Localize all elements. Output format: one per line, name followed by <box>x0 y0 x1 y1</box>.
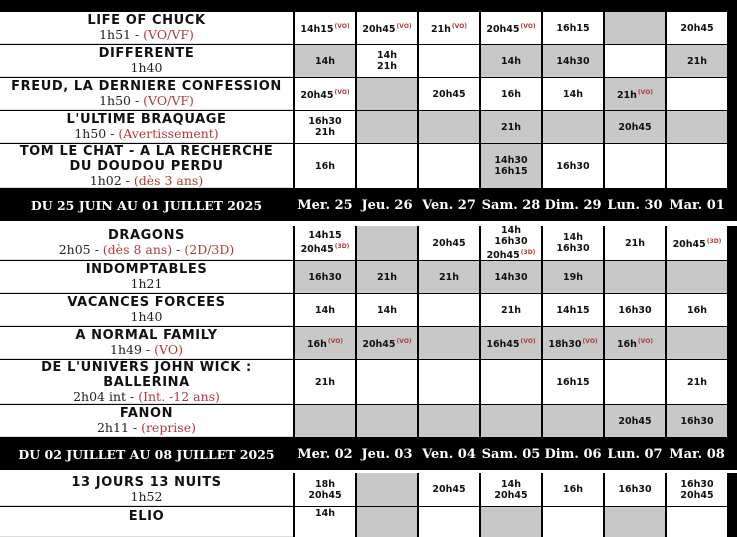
film-info <box>0 327 293 359</box>
film-meta: 1h02 - (dès 3 ans) <box>89 172 204 188</box>
day-header: Dim. 06 <box>544 446 602 462</box>
showtime-slot: 20h45 <box>667 12 727 44</box>
showtime-slot: 16h30 20h45 <box>667 473 727 506</box>
day-header: Ven. 04 <box>422 446 476 462</box>
showtime-slot-empty <box>605 360 665 404</box>
showtime-slot: 16h15 <box>543 360 603 404</box>
showtime-slot: 16h30 <box>295 261 355 293</box>
showtime-slot-empty <box>357 226 417 260</box>
showtime-slot: $20h45^{(VO)}$ <box>357 12 417 44</box>
showtime-slot-empty <box>667 261 727 293</box>
film-title: L'ULTIME BRAQUAGE <box>66 112 227 127</box>
showtimes <box>295 144 729 188</box>
showtime-slot: 16h15 <box>543 12 603 44</box>
day-headers <box>295 189 729 221</box>
showtime-slot: 16h30 <box>605 473 665 506</box>
showtime-slot: 14h30 <box>481 261 541 293</box>
showtime-slot-empty <box>419 327 479 359</box>
showtime-slot: $16h^{(VO)}$ <box>605 327 665 359</box>
showtime-slot-empty <box>605 261 665 293</box>
showtime-slot: 21h <box>605 226 665 260</box>
film-row-partial <box>0 507 737 537</box>
film-info <box>0 12 293 44</box>
showtime-slot-empty <box>543 405 603 437</box>
film-title-line2: DU DOUDOU PERDU <box>69 158 224 174</box>
showtime-slot-empty <box>667 144 727 188</box>
showtime-slot: 21h <box>295 360 355 404</box>
showtime-slot: 16h <box>667 294 727 326</box>
film-title: VACANCES FORCEES <box>67 295 226 310</box>
film-title: DIFFERENTE <box>98 46 195 61</box>
film-info <box>0 261 293 293</box>
showtimes <box>295 473 729 506</box>
showtime-slot: 21h <box>667 360 727 404</box>
film-title: DE L'UNIVERS JOHN WICK : <box>41 359 252 375</box>
film-row-differente <box>0 45 737 77</box>
showtimes <box>295 360 729 404</box>
showtime-slot: $14h15^{(VO)}$ <box>295 12 355 44</box>
showtime-slot: 16h <box>295 144 355 188</box>
film-title: LIFE OF CHUCK <box>87 13 206 28</box>
showtime-slot: $20h45^{(VO)}$ <box>295 78 355 110</box>
film-title: DRAGONS <box>107 228 186 243</box>
film-title: FANON <box>119 406 174 421</box>
film-meta: 1h40 <box>130 60 163 75</box>
showtime-slot: 14h <box>295 294 355 326</box>
film-meta: 1h52 <box>130 488 163 504</box>
showtimes <box>295 327 729 359</box>
showtime-slot: 20h45 <box>419 226 479 260</box>
showtime-slot: 14h15 <box>543 294 603 326</box>
film-title: 13 JOURS 13 NUITS <box>71 474 222 490</box>
showtimes <box>295 12 729 44</box>
day-header: Mar. 01 <box>669 197 725 213</box>
day-header: Lun. 07 <box>607 446 663 462</box>
showtime-slot: $20h45^{(VO)}$ <box>357 327 417 359</box>
film-info <box>0 360 293 404</box>
film-title-line2: BALLERINA <box>103 374 190 390</box>
week-label: DU 02 JUILLET AU 08 JUILLET 2025 <box>18 446 275 462</box>
film-info <box>0 144 293 188</box>
film-title: INDOMPTABLES <box>85 262 208 277</box>
showtime-slot-empty <box>295 405 355 437</box>
film-info <box>0 405 293 437</box>
showtime-slot-empty <box>605 45 665 77</box>
day-header: Sam. 05 <box>481 446 541 462</box>
showtime-slot: 14h 16h30 $20h45^{(3D)}$ <box>481 226 541 260</box>
showtime-slot: 14h <box>543 78 603 110</box>
film-meta: 1h50 - (Avertissement) <box>74 126 219 141</box>
film-row-dragons <box>0 226 737 260</box>
showtime-slot-empty <box>667 111 727 143</box>
showtime-slot: 16h30 <box>605 294 665 326</box>
week-label: DU 25 JUIN AU 01 JUILLET 2025 <box>30 197 263 213</box>
day-header: Ven. 27 <box>422 197 476 213</box>
day-header: Dim. 29 <box>544 197 602 213</box>
day-header: Sam. 28 <box>481 197 541 213</box>
film-row-ballerina <box>0 360 737 404</box>
day-header: Mer. 25 <box>297 197 353 213</box>
day-header: Lun. 30 <box>607 197 663 213</box>
film-meta: 1h50 - (VO/VF) <box>99 93 194 108</box>
film-meta: 2h04 int - (Int. -12 ans) <box>73 388 220 404</box>
showtime-slot-empty <box>419 507 479 537</box>
film-row-a-normal-family <box>0 327 737 359</box>
showtime-slot-empty <box>357 78 417 110</box>
showtime-slot-empty <box>357 473 417 506</box>
film-info <box>0 111 293 143</box>
showtime-slot: 21h <box>419 261 479 293</box>
showtime-slot-empty <box>419 111 479 143</box>
showtime-slot-empty <box>357 111 417 143</box>
day-header: Mar. 08 <box>669 446 725 462</box>
showtime-slot: 16h30 <box>667 405 727 437</box>
film-row-ultime-braquage <box>0 111 737 143</box>
showtime-slot-empty <box>605 12 665 44</box>
film-title: ELIO <box>128 509 165 524</box>
showtime-slot-empty <box>419 360 479 404</box>
showtime-slot-empty <box>357 507 417 537</box>
showtime-slot-empty <box>605 507 665 537</box>
film-meta: 2h11 - (reprise) <box>96 420 196 435</box>
showtime-slot: $20h45^{(3D)}$ <box>667 226 727 260</box>
week-header <box>0 189 737 221</box>
film-row-freud <box>0 78 737 110</box>
showtime-slot-empty <box>667 507 727 537</box>
day-header: Jeu. 03 <box>361 446 413 462</box>
showtime-slot: $16h^{(VO)}$ <box>295 327 355 359</box>
showtime-slot: 16h30 <box>543 144 603 188</box>
showtime-slot: $20h45^{(VO)}$ <box>481 12 541 44</box>
showtime-slot: 14h30 <box>543 45 603 77</box>
showtime-slot: 20h45 <box>419 78 479 110</box>
film-title: A NORMAL FAMILY <box>75 328 218 343</box>
showtimes <box>295 78 729 110</box>
showtime-slot: $16h45^{(VO)}$ <box>481 327 541 359</box>
showtime-slot-empty <box>667 78 727 110</box>
day-header: Jeu. 26 <box>361 197 413 213</box>
showtime-slot: 19h <box>543 261 603 293</box>
film-row-vacances-forcees <box>0 294 737 326</box>
week-header <box>0 438 737 470</box>
showtime-slot: 21h <box>667 45 727 77</box>
film-meta: 1h40 <box>130 309 163 324</box>
film-info <box>0 226 293 260</box>
film-row-indomptables <box>0 261 737 293</box>
showtime-slot-empty <box>357 360 417 404</box>
showtime-slot: 14h 16h30 <box>543 226 603 260</box>
showtimes <box>295 226 729 260</box>
film-info <box>0 473 293 506</box>
showtime-slot: 14h 21h <box>357 45 417 77</box>
film-info <box>0 294 293 326</box>
film-info <box>0 45 293 77</box>
showtime-slot: 14h15 $20h45^{(3D)}$ <box>295 226 355 260</box>
showtime-slot-empty <box>357 405 417 437</box>
showtime-slot-empty <box>419 294 479 326</box>
showtime-slot: 14h <box>481 45 541 77</box>
day-header: Mer. 02 <box>297 446 353 462</box>
showtime-slot-empty <box>357 144 417 188</box>
showtime-slot-empty <box>419 45 479 77</box>
showtime-slot: $18h30^{(VO)}$ <box>543 327 603 359</box>
film-meta: 1h51 - (VO/VF) <box>99 27 194 42</box>
film-row-life-of-chuck <box>0 12 737 44</box>
film-row-fanon <box>0 405 737 437</box>
showtime-slot-empty <box>481 507 541 537</box>
showtimes <box>295 405 729 437</box>
showtime-slot-empty <box>481 360 541 404</box>
showtime-slot: 14h 20h45 <box>481 473 541 506</box>
film-title: FREUD, LA DERNIERE CONFESSION <box>11 79 282 94</box>
showtime-slot: 21h <box>481 111 541 143</box>
showtimes <box>295 111 729 143</box>
showtime-slot: 14h <box>357 294 417 326</box>
showtime-slot: 14h30 16h15 <box>481 144 541 188</box>
showtimes <box>295 507 729 537</box>
showtime-slot-empty <box>419 144 479 188</box>
showtime-slot-empty <box>419 405 479 437</box>
film-title: TOM LE CHAT - A LA RECHERCHE <box>19 143 274 159</box>
film-meta: 2h05 - (dès 8 ans) - (2D/3D) <box>58 242 235 257</box>
showtime-slot: 14h <box>295 507 355 537</box>
showtime-slot: 21h <box>481 294 541 326</box>
showtime-slot-empty <box>667 327 727 359</box>
showtime-slot-empty <box>543 507 603 537</box>
showtimes <box>295 261 729 293</box>
showtime-slot-empty <box>543 111 603 143</box>
showtime-slot: 14h <box>295 45 355 77</box>
showtime-slot-empty <box>481 405 541 437</box>
film-info <box>0 78 293 110</box>
showtime-slot: 16h30 21h <box>295 111 355 143</box>
showtime-slot: 20h45 <box>605 405 665 437</box>
film-info <box>0 507 293 537</box>
day-headers <box>295 438 729 470</box>
showtime-slot: $21h^{(VO)}$ <box>419 12 479 44</box>
showtime-slot-empty <box>605 144 665 188</box>
showtime-slot: $21h^{(VO)}$ <box>605 78 665 110</box>
showtimes <box>295 45 729 77</box>
showtime-slot: 20h45 <box>419 473 479 506</box>
showtime-slot: 16h <box>481 78 541 110</box>
film-meta: 1h21 <box>130 276 163 291</box>
showtime-slot: 21h <box>357 261 417 293</box>
film-row-tom-le-chat <box>0 144 737 188</box>
showtime-slot: 16h <box>543 473 603 506</box>
film-meta: 1h49 - (VO) <box>110 342 183 357</box>
showtime-slot: 20h45 <box>605 111 665 143</box>
showtime-slot: 18h 20h45 <box>295 473 355 506</box>
film-row-13-jours-13-nuits <box>0 473 737 506</box>
showtimes <box>295 294 729 326</box>
